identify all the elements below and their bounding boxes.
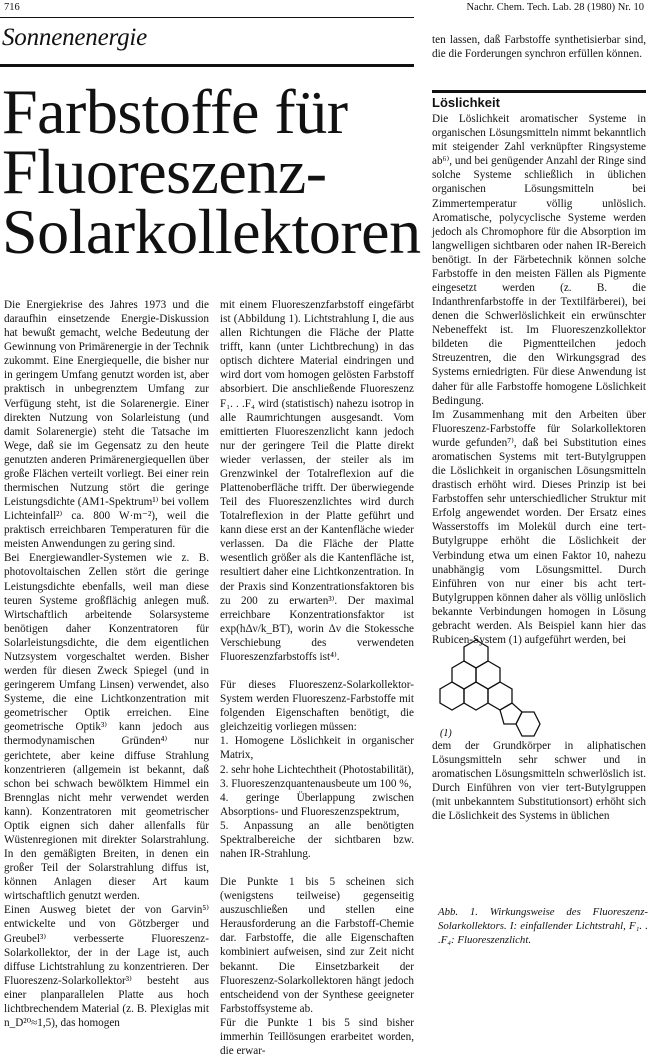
requirements-list: [220, 734, 414, 861]
figure-caption: Abb. 1. Wirkungsweise des Fluoreszenz-Solarkollektors. I: einfallender Lichtstrahl, F₁. . .F₄: Fluoreszenzlicht.: [438, 906, 648, 946]
list-item: 4. geringe Überlappung zwischen Absorptions- und Fluoreszenzspektrum,: [220, 791, 414, 818]
article-title: Farbstoffe für Fluoreszenz-Solarkollektoren: [2, 76, 421, 267]
column-3-continued: [432, 739, 646, 823]
section-rule: [0, 64, 414, 67]
col2-paragraph-4: Für die Punkte 1 bis 5 sind bisher immerhin Teillösungen erarbeitet worden, die erwar-: [220, 1016, 414, 1057]
journal-citation: Nachr. Chem. Tech. Lab. 28 (1980) Nr. 10: [466, 2, 644, 13]
col1-paragraph-2: Bei Energiewandler-Systemen wie z. B. photovoltaischen Zellen stört die geringe Leistungsdichte ebenfalls, weil man diese teuren Systeme großflächig anlegen muß. Wirtschaftlich arbeitende Solarsysteme benötigen daher Konzentratoren für Solarleistungsdichte, die dem eigentlichen Nutzsystem vorgeschaltet werden. Bisher werden für diesen Zweck Spiegel (und in geringerem Umfang Linsen) verwendet, also Systeme, die eine Lichtkonzentration mit geometrischer Optik erreichen. Eine geometrische Optik³⁾ kann jedoch aus thermodynamischen Gründen⁴⁾ nur gerichtete, aber keine diffuse Strahlung konzentrieren (allgemein ist bekannt, daß schon bei schwach bewölktem Himmel ein Brennglas nicht mehr verwendet werden kann). Konzentratoren mit geometrischer Optik eignen sich daher allenfalls für Wüstenregionen mit direkter Solarstrahlung. In den gemäßigten Breiten, in denen ein großer Teil der Solarstrahlung diffus ist, können Anlagen dieser Art kaum wirtschaftlich genutzt werden.: [4, 552, 209, 903]
col1-paragraph-3: Einen Ausweg bietet der von Garvin⁵⁾ entwickelte und von Götzberger und Greubel³⁾ verbesserte Fluoreszenz-Solarkollektor, der in der Lage ist, auch diffuse Lichtstrahlung zu konzentrieren. Der Fluoreszenz-Solarkollektor³⁾ besteht aus einer planparallelen Platte aus hoch lichtbrechendem Material (z. B. Plexiglas mit n_D²⁰≈1,5), das homogen: [4, 904, 209, 1029]
section-label: Sonnenenergie: [2, 24, 148, 51]
col1-paragraph-1: Die Energiekrise des Jahres 1973 und die daraufhin einsetzende Energie-Diskussion hat bewußt gemacht, welche Bedeutung der Gewinnung von Primärenergie in der Technik zukommt. Eine Energiequelle, die bisher nur in geringem Umfang genutzt worden ist, aber praktisch in unbegrenztem Umfang zur Verfügung steht, ist die Solarenergie. Einer direkten Nutzung von Solarleistung (und damit Solarenergie) steht die Tatsache im Wege, daß sie im Gegensatz zu den heute genutzten anderen Primärenergiequellen über große Flächen verteilt vorliegt. Bei einer rein thermischen Nutzung stört die geringe Leistungsdichte (AM1-Spektrum¹⁾ bei vollem Lichteinfall²⁾ ca. 800 W·m⁻²), weil die praktisch erreichbaren Temperaturen für die meisten Anwendungen zu gering sind.: [4, 299, 209, 551]
col3-paragraph-2: Im Zusammenhang mit den Arbeiten über Fluoreszenz-Farbstoffe für Solarkollektoren wurde gefunden⁷⁾, daß bei Substitution eines aromatischen Systems mit tert-Butylgruppen die Löslichkeit in organischen Lösungsmitteln drastisch erhöht wird. Dieses Prinzip ist bei Farbstoffen sehr unterschiedlicher Struktur mit Erfolg angewendet worden. Der Ersatz eines Wasserstoffs im Molekül durch eine tert-Butylgruppe erhöht die Löslichkeit der Verbindung etwa um einen Faktor 10, nahezu unabhängig vom Lösungsmittel. Durch Einführen von nur einer bis acht tert-Butylgruppen können daher als völlig unlöslich bekannte Verbindungen homogen in Lösung gebracht werden. Als Beispiel kann hier das Rubicen-System (1) aufgeführt werden, bei: [432, 408, 646, 646]
col2-paragraph-3: Die Punkte 1 bis 5 scheinen sich (wenigstens teilweise) gegenseitig auszuschließen und stellen eine Herausforderung an die Farbstoff-Chemie dar. Farbstoffe, die alle Eigenschaften kombiniert aufweisen, sind zur Zeit nicht bekannt. Die Einsetzbarkeit der Fluoreszenz-Solarkollektoren hängt jedoch entscheidend von der Synthese geeigneter Farbstoffsysteme ab.: [220, 876, 414, 1015]
col3-paragraph-3: dem der Grundkörper in aliphatischen Lösungsmitteln sehr schwer und in aromatischen Lösungsmitteln schwerlöslich ist. Durch Einführen von vier tert-Butylgruppen (mit unbekanntem Substitutionsort) erhöht sich die Löslichkeit des Systems in üblichen: [432, 740, 646, 823]
subheading-loeslichkeit: Löslichkeit: [432, 95, 500, 110]
list-item: 2. sehr hohe Lichtechtheit (Photostabilität),: [220, 763, 414, 776]
column-2: [220, 298, 414, 1058]
col2-paragraph-1: mit einem Fluoreszenzfarbstoff eingefärbt ist (Abbildung 1). Lichtstrahlung I, die aus allen Richtungen die Fläche der Platte trifft, kann (unter Lichtbrechung) in das optisch dichtere Material eindringen und wird dort vom homogen gelösten Farbstoff absorbiert. Die anschließende Fluoreszenz F₁. . .F₄ wird (statistisch) nahezu isotrop in alle Raumrichtungen ausgesandt. Vom emittierten Fluoreszenzlicht kann jedoch nur der geringere Teil die Platte direkt wieder verlassen, der steiler als im Grenzwinkel der Totalreflexion auf die Plattenoberfläche trifft. Der überwiegende Teil des Fluoreszenzlichtes wird durch Totalreflexion in der Platte geführt und kann diese erst an der Kantenfläche wieder verlassen. Da die Fläche der Platte wesentlich größer als die Kantenfläche ist, resultiert daher eine Lichtkonzentration. In der Praxis sind Konzentrationsfaktoren bis zu 200 zu erwarten³⁾. Der maximal erreichbare Konzentrationsfaktor ist exp(hΔν/k_BT), worin Δν die Stokessche Verschiebung des verwendeten Fluoreszenzfarbstoffs ist⁴⁾.: [220, 299, 414, 663]
col2-paragraph-2: Für dieses Fluoreszenz-Solarkollektor-System werden Fluoreszenz-Farbstoffe mit folgenden Eigenschaften benötigt, die gleichzeitig vorliegen müssen:: [220, 679, 414, 734]
column-3: [432, 33, 646, 61]
list-item: 1. Homogene Löslichkeit in organischer Matrix,: [220, 735, 414, 762]
rubicene-structure-diagram: [436, 632, 546, 742]
col3-intro: ten lassen, daß Farbstoffe synthetisierbar sind, die die Forderungen synchron erfüllen können.: [432, 34, 646, 61]
column-1: [4, 298, 209, 1030]
column-3-body: [432, 96, 646, 647]
rubicene-rings: [440, 640, 540, 736]
page-number: 716: [4, 2, 20, 13]
list-item: 5. Anpassung an alle benötigten Spektralbereiche der sichtbaren bzw. nahen IR-Strahlung.: [220, 819, 414, 860]
header-rule: [0, 17, 414, 18]
col3-paragraph-1: Die Löslichkeit aromatischer Systeme in organischen Lösungsmitteln nimmt bekanntlich mit steigender Zahl verknüpfter Ringsysteme ab⁶⁾, und bei genügender Anzahl der Ringe sind solche Systeme schließlich in üblichen organischen Lösungsmitteln bei Zimmertemperatur völlig unlöslich. Aromatische, polycyclische Systeme werden jedoch als Chromophore für die Absorption im langwelligen sichtbaren oder nahen IR-Bereich benötigt. In der Färbetechnik können solche Farbstoffe in den meisten Fällen als Pigmente eingesetzt werden (z. B. die Indanthrenfarbstoffe in der Textilfärberei), bei denen die Schwerlöslichkeit ein erwünschter Nebeneffekt ist. Im Fluoreszenzkollektor bildeten die Pigmentteilchen jedoch Streuzentren, die den Wirkungsgrad des Systems erniedrigten. Für diese Anwendung ist daher für alle Farbstoffe homogene Löslichkeit Bedingung.: [432, 113, 646, 407]
structure-label: (1): [440, 728, 452, 739]
list-item: 3. Fluoreszenzquantenausbeute um 100 %,: [220, 777, 412, 790]
column-3-rule: [432, 90, 646, 93]
